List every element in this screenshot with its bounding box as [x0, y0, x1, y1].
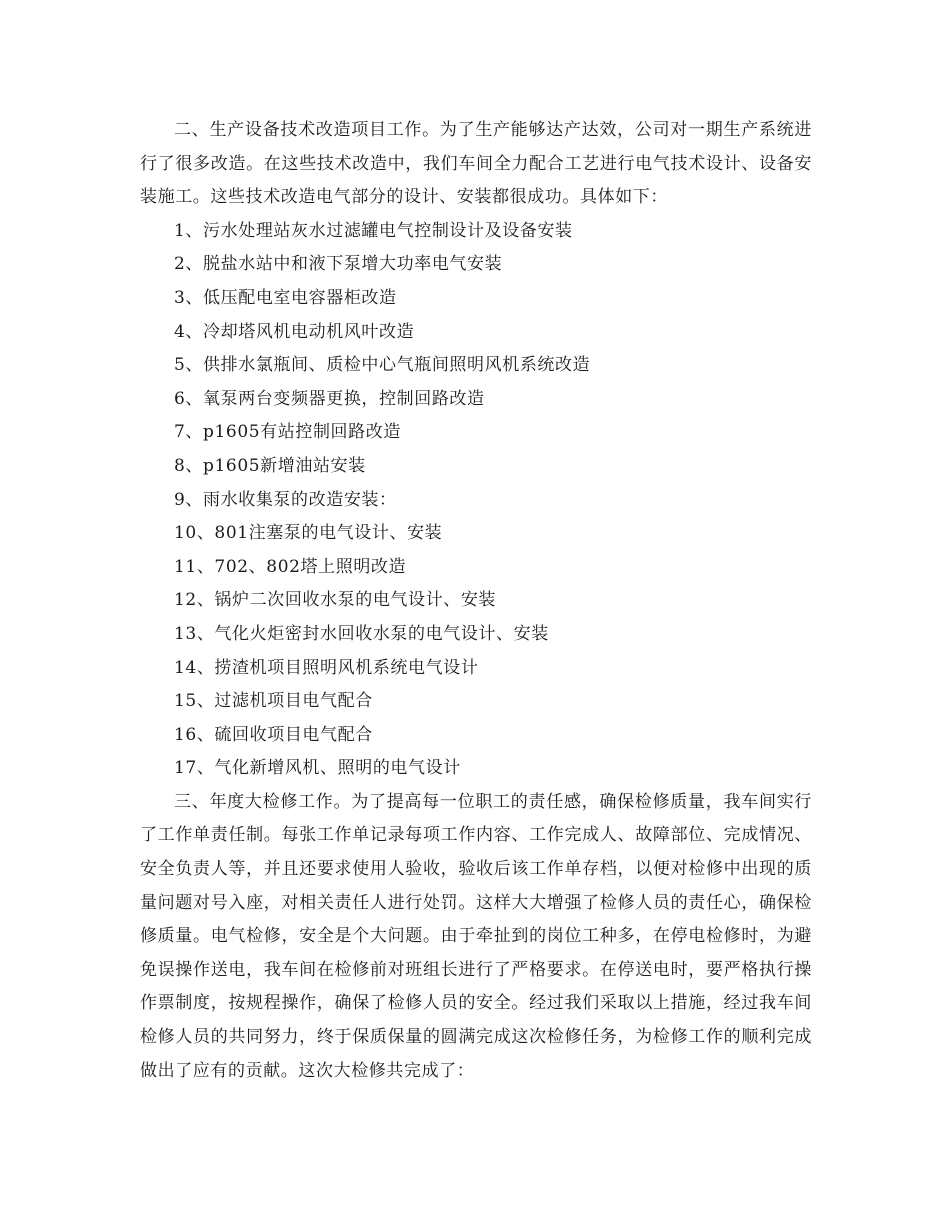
- list-item: 12、锅炉二次回收水泵的电气设计、安装: [174, 590, 497, 611]
- list-item: 13、气化火炬密封水回收水泵的电气设计、安装: [174, 623, 549, 644]
- list-item: 16、硫回收项目电气配合: [174, 724, 373, 745]
- list-item: 5、供排水氯瓶间、质检中心气瓶间照明风机系统改造: [174, 355, 591, 376]
- upgrade-item-list: [140, 215, 812, 786]
- list-item: 14、捞渣机项目照明风机系统电气设计: [174, 657, 479, 678]
- list-item: 3、低压配电室电容器柜改造: [174, 287, 397, 308]
- list-item: 17、气化新增风机、照明的电气设计: [174, 758, 461, 779]
- list-item: 7、p1605有站控制回路改造: [174, 422, 401, 443]
- paragraph-annual-overhaul: 三、年度大检修工作。为了提高每一位职工的责任感，确保检修质量，我车间实行了工作单责任制。每张工作单记录每项工作内容、工作完成人、故障部位、完成情况、安全负责人等，并且还要求使用人验收，验收后该工作单存档，以便对检修中出现的质量问题对号入座，对相关责任人进行处罚。这样大大增强了检修人员的责任心，确保检修质量。电气检修，安全是个大问题。由于牵扯到的岗位工种多，在停电检修时，为避免误操作送电，我车间在检修前对班组长进行了严格要求。在停送电时，要严格执行操作票制度，按规程操作，确保了检修人员的安全。经过我们采取以上措施，经过我车间检修人员的共同努力，终于保质保量的圆满完成这次检修任务，为检修工作的顺利完成做出了应有的贡献。这次大检修共完成了：: [140, 791, 812, 1081]
- list-item: 8、p1605新增油站安装: [174, 455, 366, 476]
- paragraph-equipment-upgrade: 二、生产设备技术改造项目工作。为了生产能够达产达效，公司对一期生产系统进行了很多改造。在这些技术改造中，我们车间全力配合工艺进行电气技术设计、设备安装施工。这些技术改造电气部分的设计、安装都很成功。具体如下：: [140, 120, 812, 208]
- list-item: 15、过滤机项目电气配合: [174, 691, 373, 712]
- list-item: 2、脱盐水站中和液下泵增大功率电气安装: [174, 254, 503, 275]
- document-body: [140, 114, 812, 1088]
- list-item: 9、雨水收集泵的改造安装：: [174, 489, 397, 510]
- list-item: 6、氧泵两台变频器更换，控制回路改造: [174, 388, 485, 409]
- list-item: 11、702、802塔上照明改造: [174, 556, 407, 577]
- list-item: 1、污水处理站灰水过滤罐电气控制设计及设备安装: [174, 220, 573, 241]
- list-item: 4、冷却塔风机电动机风叶改造: [174, 321, 415, 342]
- list-item: 10、801注塞泵的电气设计、安装: [174, 523, 443, 544]
